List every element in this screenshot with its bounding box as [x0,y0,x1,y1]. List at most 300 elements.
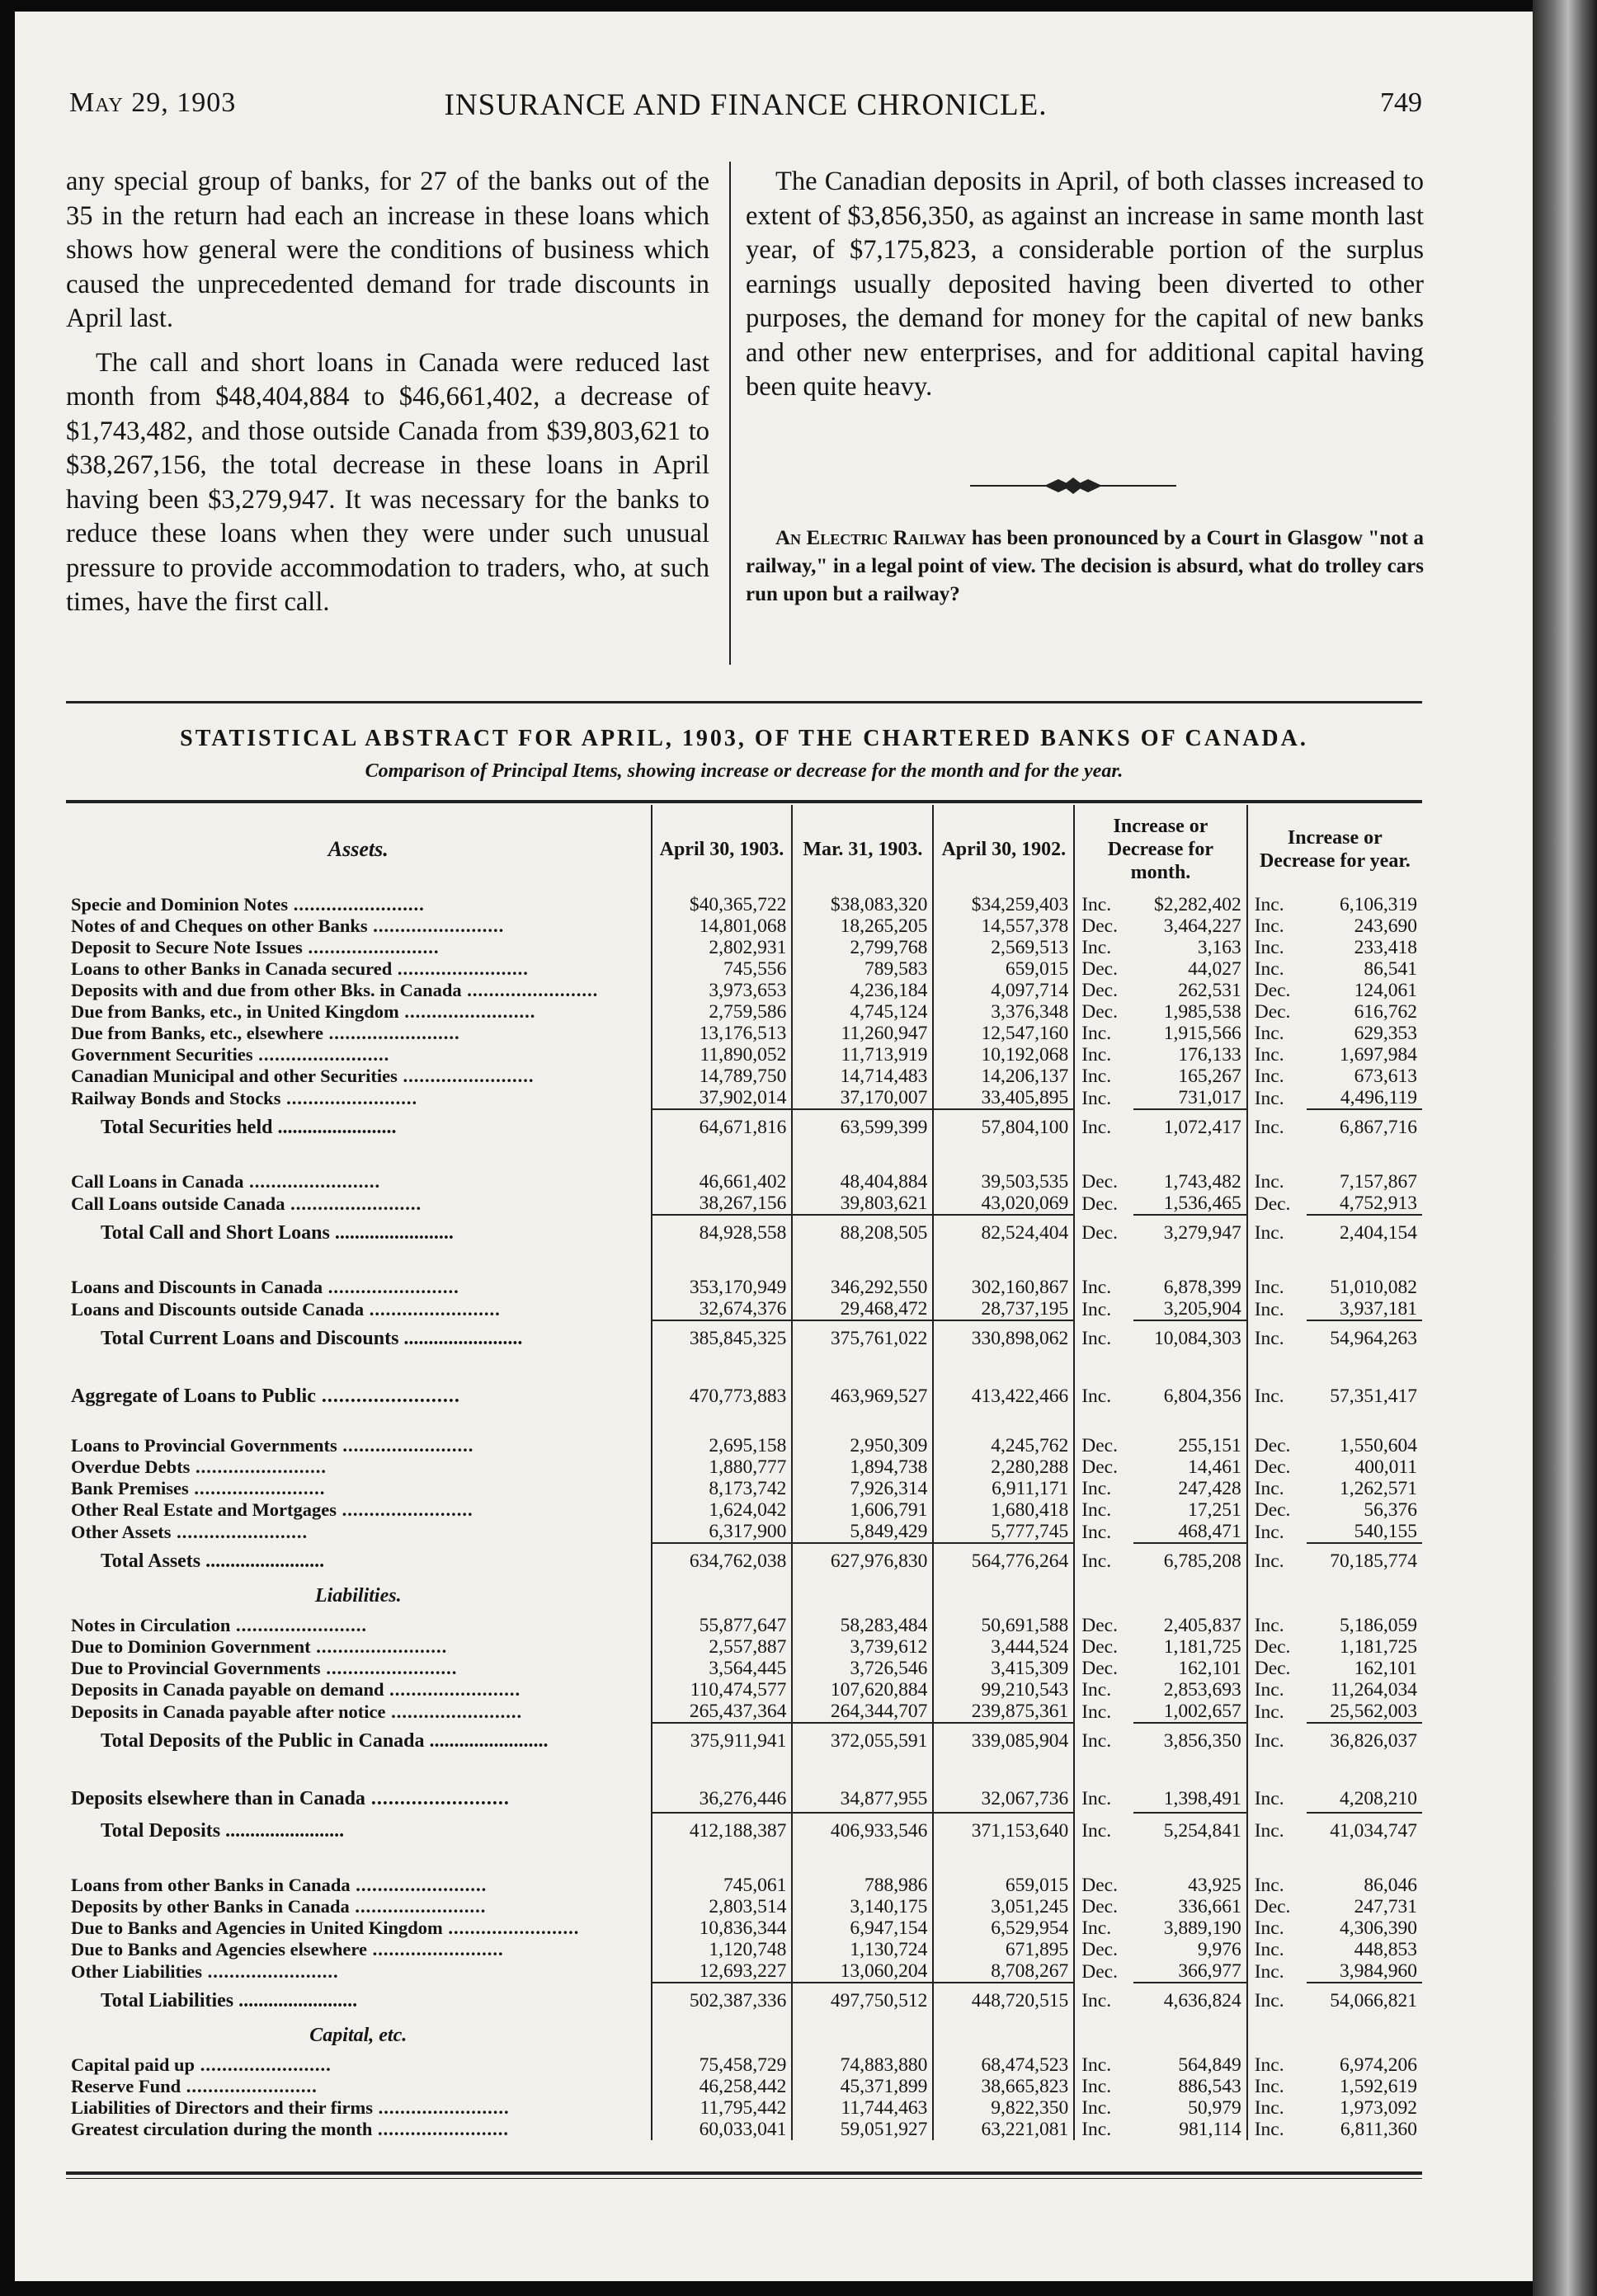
value-april-1903: 385,845,325 [652,1320,793,1357]
row-label: Other Liabilities ........................ [66,1960,652,1983]
month-change: 886,543 [1133,2076,1247,2097]
row-label: Due to Banks and Agencies in United Kingdom ........................ [66,1917,652,1939]
ornament-divider-icon [970,475,1176,496]
table-row [66,1658,1422,1679]
spacer-row [66,1146,1422,1171]
row-label: Bank Premises ........................ [66,1478,652,1499]
row-label: Total Call and Short Loans ........................ [66,1215,652,1252]
month-change: 1,002,657 [1133,1701,1247,1723]
value-april-1902: 39,503,535 [933,1171,1074,1193]
month-change: 247,428 [1133,1478,1247,1499]
table-row [66,2097,1422,2119]
year-direction: Inc. [1254,1701,1284,1723]
value-april-1903: 11,890,052 [652,1044,793,1066]
value-march-1903: 3,140,175 [792,1896,933,1917]
table-total-row [66,1543,1422,1580]
table-row [66,1298,1422,1320]
month-direction: Inc. [1081,1298,1112,1320]
row-label: Reserve Fund ........................ [66,2076,652,2097]
header-assets: Assets. [66,805,652,894]
month-change: 336,661 [1133,1896,1247,1917]
row-label: Due from Banks, etc., elsewhere ........................ [66,1023,652,1044]
row-label: Total Securities held ........................ [66,1109,652,1146]
month-direction: Inc. [1081,1066,1112,1087]
article-left-column [66,165,709,630]
value-april-1902: 14,206,137 [933,1066,1074,1087]
value-april-1903: 470,773,883 [652,1382,793,1410]
year-direction: Inc. [1254,1277,1284,1298]
year-direction: Inc. [1254,937,1284,958]
table-subtitle: Comparison of Principal Items, showing increase or decrease for the month and for the year. [365,760,1124,782]
month-change: 165,267 [1133,1066,1247,1087]
section-heading: Liabilities. [66,1580,652,1615]
value-april-1903: 2,803,514 [652,1896,793,1917]
value-march-1903: 88,208,505 [792,1215,933,1252]
spacer-row [66,1357,1422,1382]
month-direction: Inc. [1081,2097,1112,2119]
row-label: Due to Provincial Governments ........................ [66,1658,652,1679]
month-change: 1,181,725 [1133,1636,1247,1658]
value-april-1903: 412,188,387 [652,1813,793,1850]
year-change: 2,404,154 [1307,1215,1422,1252]
value-april-1903: 8,173,742 [652,1478,793,1499]
row-label: Due to Banks and Agencies elsewhere ........................ [66,1939,652,1960]
month-change: 1,072,417 [1133,1109,1247,1146]
year-direction: Inc. [1254,1615,1284,1636]
value-april-1902: 339,085,904 [933,1723,1074,1760]
value-april-1903: 2,802,931 [652,937,793,958]
value-march-1903: 2,799,768 [792,937,933,958]
month-direction: Dec. [1081,1193,1118,1215]
value-april-1903: 745,061 [652,1875,793,1896]
value-march-1903: 463,969,527 [792,1382,933,1410]
month-change: 50,979 [1133,2097,1247,2119]
year-change: 56,376 [1364,1499,1417,1521]
value-march-1903: 107,620,884 [792,1679,933,1701]
table-row [66,1066,1422,1087]
value-april-1903: 14,801,068 [652,915,793,937]
value-march-1903: 58,283,484 [792,1615,933,1636]
value-april-1903: 1,880,777 [652,1456,793,1478]
value-april-1902: 3,376,348 [933,1001,1074,1023]
value-april-1903: 1,120,748 [652,1939,793,1960]
year-change: 6,867,716 [1307,1109,1422,1146]
table-row [66,1044,1422,1066]
header-march-1903: Mar. 31, 1903. [792,805,933,894]
value-march-1903: 59,051,927 [792,2119,933,2140]
value-march-1903: 11,260,947 [792,1023,933,1044]
year-change: 4,752,913 [1340,1193,1417,1214]
month-direction: Dec. [1081,1960,1118,1983]
year-direction: Inc. [1254,2054,1284,2076]
row-label: Capital paid up ........................ [66,2054,652,2076]
value-april-1903: 60,033,041 [652,2119,793,2140]
year-direction: Inc. [1254,1066,1284,1087]
month-direction: Dec. [1081,1658,1118,1679]
year-change: 233,418 [1354,937,1417,958]
year-direction: Dec. [1254,1896,1291,1917]
value-march-1903: 29,468,472 [792,1298,933,1320]
month-change: 1,536,465 [1133,1193,1247,1215]
month-change: 4,636,824 [1133,1983,1247,2020]
year-change: 247,731 [1354,1896,1417,1917]
value-march-1903: 4,236,184 [792,980,933,1001]
month-change: 3,279,947 [1133,1215,1247,1252]
value-april-1903: 375,911,941 [652,1723,793,1760]
table-top-rule [66,800,1422,803]
value-april-1902: 3,444,524 [933,1636,1074,1658]
article-paragraph: any special group of banks, for 27 of the banks out of the 35 in the return had each an increase in these loans which shows how general were the conditions of business which caused the unprecedented demand for trade discounts in April last. [66,167,709,333]
table-total-row [66,1813,1422,1850]
value-april-1903: 14,789,750 [652,1066,793,1087]
value-april-1902: 8,708,267 [933,1960,1074,1983]
month-change: 3,163 [1133,937,1247,958]
value-april-1902: 68,474,523 [933,2054,1074,2076]
header-change-month: Increase or Decrease for month. [1074,805,1246,894]
month-direction: Inc. [1081,1917,1112,1939]
year-change: 3,984,960 [1340,1960,1417,1982]
table-row [66,980,1422,1001]
value-april-1903: 502,387,336 [652,1983,793,2020]
table-row [66,1087,1422,1109]
spacer-row [66,1410,1422,1435]
year-direction: Inc. [1254,958,1284,980]
month-direction: Inc. [1081,1044,1112,1066]
month-direction: Dec. [1081,958,1118,980]
year-direction: Inc. [1254,894,1284,915]
year-direction: Dec. [1254,1636,1291,1658]
year-change: 6,106,319 [1340,894,1417,915]
table-total-row [66,1215,1422,1252]
table-row [66,1456,1422,1478]
row-label: Other Assets ........................ [66,1521,652,1543]
month-direction: Inc. [1081,2076,1112,2097]
month-change: 9,976 [1133,1939,1247,1960]
value-april-1902: 28,737,195 [933,1298,1074,1320]
month-change: 3,856,350 [1133,1723,1247,1760]
value-april-1902: 33,405,895 [933,1087,1074,1109]
month-direction: Dec. [1081,1001,1118,1023]
row-label: Total Deposits ........................ [66,1813,652,1850]
table-row [66,958,1422,980]
month-change: 44,027 [1133,958,1247,980]
month-direction: Inc. [1081,937,1112,958]
year-change: 1,592,619 [1340,2076,1417,2097]
row-label: Loans and Discounts outside Canada ........................ [66,1298,652,1320]
value-april-1903: 6,317,900 [652,1521,793,1543]
year-direction: Inc. [1254,1917,1284,1939]
year-change: 7,157,867 [1340,1171,1417,1193]
header-april-1902: April 30, 1902. [933,805,1074,894]
table-row [66,937,1422,958]
year-change: 70,185,774 [1307,1543,1422,1580]
value-march-1903: 1,130,724 [792,1939,933,1960]
year-change: 86,541 [1364,958,1417,980]
table-bottom-rule [66,2171,1422,2175]
value-march-1903: 3,726,546 [792,1658,933,1679]
value-march-1903: 37,170,007 [792,1087,933,1109]
row-label: Total Current Loans and Discounts ........................ [66,1320,652,1357]
row-label: Other Real Estate and Mortgages ........................ [66,1499,652,1521]
month-direction: Inc. [1081,1521,1112,1543]
year-change: 1,181,725 [1340,1636,1417,1658]
year-change: 54,964,263 [1307,1320,1422,1357]
month-change: 1,398,491 [1133,1785,1247,1813]
month-direction: Inc. [1081,1087,1112,1109]
year-direction: Dec. [1254,1435,1291,1456]
value-march-1903: 11,713,919 [792,1044,933,1066]
table-row [66,1382,1422,1410]
value-april-1902: 43,020,069 [933,1193,1074,1215]
year-change: 1,550,604 [1340,1435,1417,1456]
spacer-row [66,1850,1422,1875]
year-direction: Inc. [1254,1044,1284,1066]
month-change: 6,804,356 [1133,1382,1247,1410]
year-direction: Inc. [1254,1729,1284,1752]
month-direction: Dec. [1081,1171,1118,1193]
year-direction: Inc. [1254,1788,1284,1809]
year-direction: Inc. [1254,1989,1284,2011]
value-april-1902: 413,422,466 [933,1382,1074,1410]
article-paragraph: The Canadian deposits in April, of both classes increased to extent of $3,856,350, as against an increase in same month last year, of $7,175,823, a considerable portion of the surplus earnings usually deposited having been diverted to other purposes, the demand for money for the capital of new banks and other new enterprises, and for additional capital having been quite heavy. [746,167,1424,402]
year-direction: Inc. [1254,1550,1284,1572]
table-row [66,1896,1422,1917]
value-april-1902: 2,280,288 [933,1456,1074,1478]
value-march-1903: 375,761,022 [792,1320,933,1357]
row-label: Deposit to Secure Note Issues ........................ [66,937,652,958]
table-row [66,2119,1422,2140]
row-label: Deposits in Canada payable after notice ........................ [66,1701,652,1723]
value-march-1903: 264,344,707 [792,1701,933,1723]
value-april-1902: 659,015 [933,958,1074,980]
value-april-1903: 46,258,442 [652,2076,793,2097]
month-change: $2,282,402 [1133,894,1247,915]
month-direction: Dec. [1081,1456,1118,1478]
table-total-row [66,1983,1422,2020]
row-label: Total Deposits of the Public in Canada ........................ [66,1723,652,1760]
month-change: 6,878,399 [1133,1277,1247,1298]
value-march-1903: 7,926,314 [792,1478,933,1499]
row-label: Deposits elsewhere than in Canada ........................ [66,1785,652,1813]
value-april-1902: 659,015 [933,1875,1074,1896]
month-direction: Inc. [1081,1277,1112,1298]
table-row [66,1478,1422,1499]
month-direction: Dec. [1081,1435,1118,1456]
month-change: 366,977 [1133,1960,1247,1983]
value-april-1902: 6,529,954 [933,1917,1074,1939]
value-april-1903: 2,557,887 [652,1636,793,1658]
row-label: Total Liabilities ........................ [66,1983,652,2020]
year-direction: Inc. [1254,1478,1284,1499]
value-march-1903: $38,083,320 [792,894,933,915]
month-direction: Dec. [1081,980,1118,1001]
month-direction: Inc. [1081,1327,1112,1349]
value-april-1903: 11,795,442 [652,2097,793,2119]
row-label: Greatest circulation during the month ........................ [66,2119,652,2140]
article-paragraph: The call and short loans in Canada were reduced last month from $48,404,884 to $46,661,402, a decrease of $1,743,482, and those outside Canada from $39,803,621 to $38,267,156, the total decrease in these loans in April having been $3,279,947. It was necessary for the banks to reduce these loans when they were under such unusual pressure to provide accommodation to traders, who, at such times, have the first call. [66,347,709,617]
month-direction: Inc. [1081,1701,1112,1723]
row-label: Call Loans in Canada ........................ [66,1171,652,1193]
year-direction: Inc. [1254,1875,1284,1896]
value-march-1903: 372,055,591 [792,1723,933,1760]
month-change: 255,151 [1133,1435,1247,1456]
year-direction: Inc. [1254,2097,1284,2119]
month-change: 14,461 [1133,1456,1247,1478]
value-march-1903: 1,894,738 [792,1456,933,1478]
value-april-1902: 50,691,588 [933,1615,1074,1636]
table-row [66,2054,1422,2076]
month-change: 43,925 [1133,1875,1247,1896]
month-direction: Inc. [1081,2119,1112,2140]
table-row [66,1917,1422,1939]
month-change: 3,464,227 [1133,915,1247,937]
note-lead: An Electric Railway [775,527,967,549]
month-change: 176,133 [1133,1044,1247,1066]
year-change: 124,061 [1354,980,1417,1001]
table-row [66,1023,1422,1044]
table-row [66,1960,1422,1983]
value-april-1902: 14,557,378 [933,915,1074,937]
month-direction: Dec. [1081,1221,1118,1244]
row-label: Railway Bonds and Stocks ........................ [66,1087,652,1109]
month-direction: Inc. [1081,2054,1112,2076]
value-april-1902: $34,259,403 [933,894,1074,915]
month-change: 5,254,841 [1133,1813,1247,1850]
row-label: Total Assets ........................ [66,1543,652,1580]
value-april-1903: 745,556 [652,958,793,980]
row-label: Notes in Circulation ........................ [66,1615,652,1636]
month-change: 2,853,693 [1133,1679,1247,1701]
value-april-1903: 634,762,038 [652,1543,793,1580]
year-change: 243,690 [1354,915,1417,937]
value-april-1902: 671,895 [933,1939,1074,1960]
month-direction: Inc. [1081,894,1112,915]
table-total-row [66,1109,1422,1146]
value-april-1902: 99,210,543 [933,1679,1074,1701]
month-change: 564,849 [1133,2054,1247,2076]
year-direction: Inc. [1254,1679,1284,1701]
value-march-1903: 18,265,205 [792,915,933,937]
row-label: Deposits by other Banks in Canada ........................ [66,1896,652,1917]
value-april-1903: 2,759,586 [652,1001,793,1023]
month-direction: Inc. [1081,1788,1112,1809]
year-change: 4,306,390 [1340,1917,1417,1939]
year-direction: Inc. [1254,1386,1284,1407]
table-row [66,894,1422,915]
table-total-row [66,1723,1422,1760]
table-total-row [66,1320,1422,1357]
table-body [66,894,1422,2140]
year-direction: Dec. [1254,1499,1291,1521]
row-label: Canadian Municipal and other Securities ........................ [66,1066,652,1087]
month-direction: Inc. [1081,1478,1112,1499]
section-rule [66,701,1422,703]
value-march-1903: 406,933,546 [792,1813,933,1850]
value-march-1903: 14,714,483 [792,1066,933,1087]
book-binding-edge [1533,0,1597,2296]
year-change: 448,853 [1354,1939,1417,1960]
value-march-1903: 11,744,463 [792,2097,933,2119]
month-change: 981,114 [1133,2119,1247,2140]
value-march-1903: 789,583 [792,958,933,980]
month-direction: Dec. [1081,1875,1118,1896]
year-change: 1,697,984 [1340,1044,1417,1066]
month-direction: Inc. [1081,1729,1112,1752]
value-april-1902: 1,680,418 [933,1499,1074,1521]
year-change: 57,351,417 [1330,1386,1417,1407]
year-change: 629,353 [1354,1023,1417,1044]
month-change: 3,889,190 [1133,1917,1247,1939]
month-direction: Dec. [1081,1896,1118,1917]
value-april-1903: 55,877,647 [652,1615,793,1636]
month-direction: Dec. [1081,1636,1118,1658]
section-heading-row [66,1580,1422,1615]
year-change: 6,811,360 [1340,2119,1417,2140]
value-april-1902: 448,720,515 [933,1983,1074,2020]
year-direction: Dec. [1254,1193,1291,1215]
table-title: STATISTICAL ABSTRACT FOR APRIL, 1903, OF THE CHARTERED BANKS OF CANADA. [180,726,1308,751]
month-direction: Inc. [1081,1989,1112,2011]
year-change: 1,262,571 [1340,1478,1417,1499]
value-april-1903: 84,928,558 [652,1215,793,1252]
month-change: 1,743,482 [1133,1171,1247,1193]
value-march-1903: 497,750,512 [792,1983,933,2020]
value-april-1902: 239,875,361 [933,1701,1074,1723]
value-march-1903: 34,877,955 [792,1785,933,1813]
value-april-1903: 3,564,445 [652,1658,793,1679]
value-april-1903: 38,267,156 [652,1193,793,1215]
year-direction: Inc. [1254,1327,1284,1349]
value-march-1903: 5,849,429 [792,1521,933,1543]
article-right-column [746,165,1424,415]
editorial-note [746,525,1424,609]
value-march-1903: 39,803,621 [792,1193,933,1215]
header-april-1903: April 30, 1903. [652,805,793,894]
page-number: 749 [1380,87,1422,118]
row-label: Call Loans outside Canada ........................ [66,1193,652,1215]
row-label: Loans to other Banks in Canada secured ........................ [66,958,652,980]
value-april-1903: 46,661,402 [652,1171,793,1193]
year-direction: Inc. [1254,1116,1284,1138]
value-april-1903: 1,624,042 [652,1499,793,1521]
column-divider [729,162,731,665]
value-april-1902: 12,547,160 [933,1023,1074,1044]
month-change: 1,985,538 [1133,1001,1247,1023]
month-direction: Dec. [1081,915,1118,937]
value-march-1903: 6,947,154 [792,1917,933,1939]
year-direction: Dec. [1254,1001,1291,1023]
table-row [66,1701,1422,1723]
table-row [66,1277,1422,1298]
page-header [69,87,1422,132]
value-april-1902: 371,153,640 [933,1813,1074,1850]
year-direction: Inc. [1254,1521,1284,1543]
table-header-row [66,805,1422,894]
value-march-1903: 13,060,204 [792,1960,933,1983]
value-april-1902: 57,804,100 [933,1109,1074,1146]
table-row [66,2076,1422,2097]
value-march-1903: 48,404,884 [792,1171,933,1193]
month-direction: Dec. [1081,1939,1118,1960]
value-april-1902: 2,569,513 [933,937,1074,958]
year-direction: Dec. [1254,1456,1291,1478]
table-row [66,1193,1422,1215]
month-direction: Inc. [1081,1116,1112,1138]
row-label: Specie and Dominion Notes ........................ [66,894,652,915]
month-change: 731,017 [1133,1087,1247,1109]
row-label: Notes of and Cheques on other Banks ........................ [66,915,652,937]
year-change: 1,973,092 [1340,2097,1417,2119]
